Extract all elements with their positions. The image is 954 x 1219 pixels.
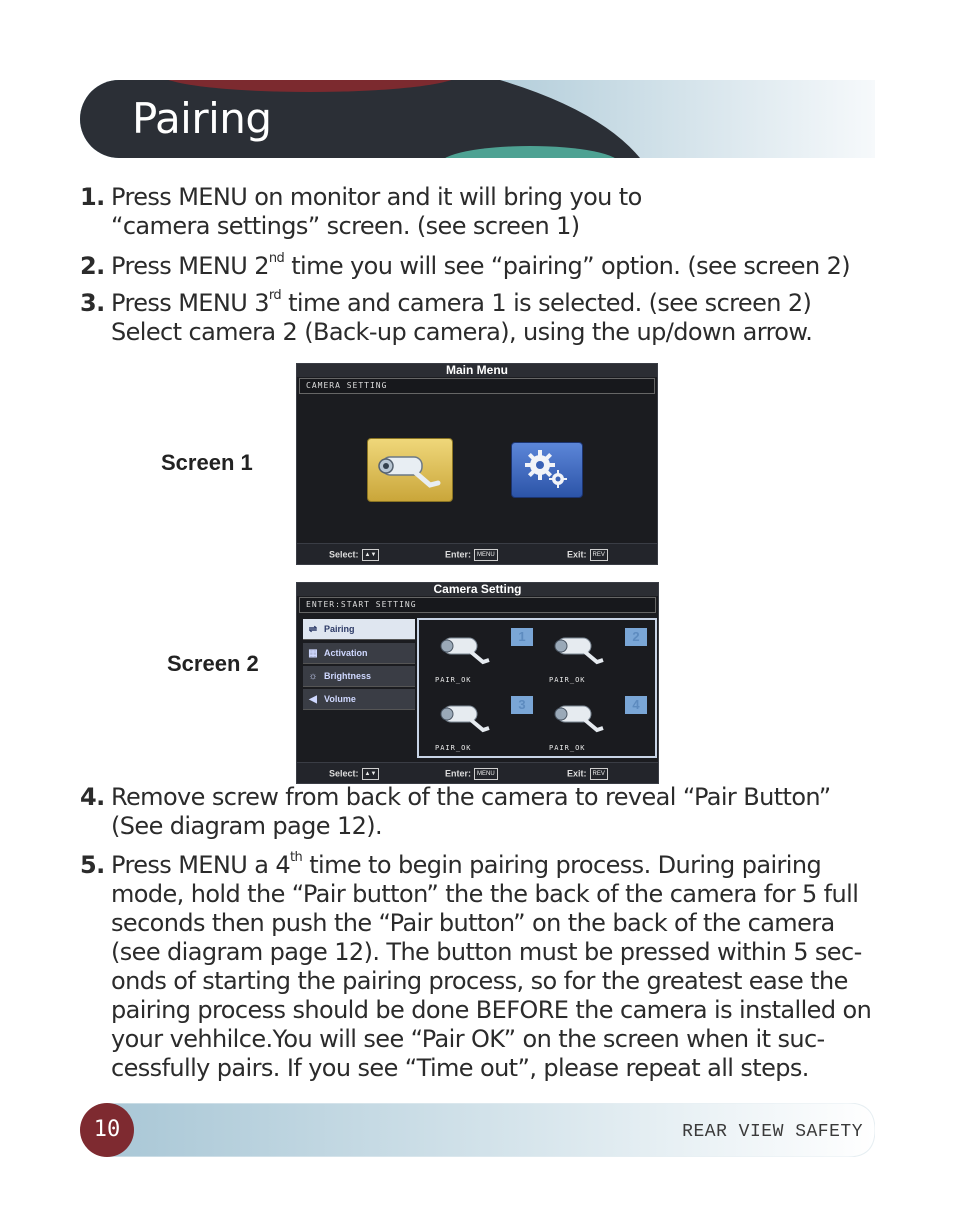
camera-slot-2 bbox=[547, 626, 647, 686]
page-number: 10 bbox=[80, 1103, 134, 1157]
menu-item-pairing: ⇌ Pairing bbox=[303, 619, 415, 640]
pair-status: PAIR_OK bbox=[435, 744, 472, 752]
brightness-icon: ☼ bbox=[308, 671, 318, 682]
step-text: pairing process should be done BEFORE the camera is installed on bbox=[111, 996, 872, 1024]
step-number: 4. bbox=[80, 783, 105, 811]
camera-number-badge: 3 bbox=[511, 696, 533, 714]
pairing-icon: ⇌ bbox=[308, 624, 318, 635]
step-text: your vehhilce.You will see “Pair OK” on the screen when it suc- bbox=[111, 1025, 825, 1053]
page-title: Pairing bbox=[132, 94, 272, 143]
menu-item-activation: ▦ Activation bbox=[303, 643, 415, 664]
menu-key: MENU bbox=[474, 549, 498, 561]
screen-subtitle: CAMERA SETTING bbox=[299, 378, 655, 394]
exit-hint: Exit: bbox=[567, 549, 587, 560]
camera-icon bbox=[367, 438, 453, 502]
step-number: 3. bbox=[80, 289, 105, 317]
step-number: 2. bbox=[80, 252, 105, 280]
camera-icon bbox=[547, 626, 617, 678]
screen-footer bbox=[297, 762, 658, 783]
camera-grid bbox=[417, 618, 657, 758]
step-text: seconds then push the “Pair button” on the back of the camera bbox=[111, 909, 835, 937]
gear-icon bbox=[511, 442, 583, 498]
step-number: 1. bbox=[80, 183, 105, 211]
camera-slot-4 bbox=[547, 694, 647, 754]
pair-status: PAIR_OK bbox=[549, 744, 586, 752]
enter-hint: Enter: bbox=[445, 549, 472, 560]
step-text: (see diagram page 12). The button must be pressed within 5 sec- bbox=[111, 938, 862, 966]
up-down-arrow-icon: ▲▼ bbox=[362, 768, 380, 780]
up-down-arrow-icon: ▲▼ bbox=[362, 549, 380, 561]
step-number: 5. bbox=[80, 851, 105, 879]
select-hint: Select: bbox=[329, 549, 359, 560]
ordinal-suffix: th bbox=[290, 850, 303, 865]
exit-hint: Exit: bbox=[567, 768, 587, 779]
camera-number-badge: 2 bbox=[625, 628, 647, 646]
menu-item-brightness: ☼ Brightness bbox=[303, 666, 415, 687]
screen-1-label: Screen 1 bbox=[161, 450, 253, 475]
pair-status: PAIR_OK bbox=[549, 676, 586, 684]
rev-key: REV bbox=[590, 768, 608, 780]
camera-icon bbox=[433, 694, 503, 746]
pair-status: PAIR_OK bbox=[435, 676, 472, 684]
camera-icon bbox=[547, 694, 617, 746]
screen-footer bbox=[297, 543, 657, 564]
step-text: Remove screw from back of the camera to reveal “Pair Button” bbox=[111, 783, 831, 811]
screen-2-label: Screen 2 bbox=[167, 651, 259, 676]
enter-hint: Enter: bbox=[445, 768, 472, 779]
step-text: Press MENU a 4 bbox=[111, 851, 291, 879]
screen-subtitle: ENTER:START SETTING bbox=[299, 597, 656, 613]
step-text: time to begin pairing process. During pairing bbox=[302, 851, 822, 879]
step-text: cessfully pairs. If you see “Time out”, please repeat all steps. bbox=[111, 1054, 809, 1082]
ordinal-suffix: nd bbox=[268, 251, 285, 266]
step-text: Press MENU 2 bbox=[111, 252, 269, 280]
camera-icon bbox=[433, 626, 503, 678]
step-text: Press MENU 3 bbox=[111, 289, 269, 317]
camera-number-badge: 4 bbox=[625, 696, 647, 714]
screen-title: Main Menu bbox=[297, 364, 657, 377]
step-text: mode, hold the “Pair button” the the back of the camera for 5 full bbox=[111, 880, 859, 908]
screen-title: Camera Setting bbox=[297, 583, 658, 596]
ordinal-suffix: rd bbox=[268, 288, 282, 303]
rev-key: REV bbox=[590, 549, 608, 561]
page-footer bbox=[80, 1103, 875, 1157]
step-text: time you will see “pairing” option. (see screen 2) bbox=[284, 252, 851, 280]
camera-slot-1 bbox=[433, 626, 533, 686]
step-text: time and camera 1 is selected. (see screen 2) bbox=[281, 289, 812, 317]
brand-name: REAR VIEW SAFETY bbox=[682, 1122, 863, 1142]
screen-1-image bbox=[296, 363, 658, 565]
step-text: Select camera 2 (Back-up camera), using the up/down arrow. bbox=[111, 318, 813, 346]
step-text: “camera settings” screen. (see screen 1) bbox=[111, 212, 580, 240]
camera-number-badge: 1 bbox=[511, 628, 533, 646]
grid-icon: ▦ bbox=[308, 648, 318, 659]
step-text: Press MENU on monitor and it will bring you to bbox=[111, 183, 642, 211]
screen-2-image bbox=[296, 582, 659, 784]
menu-key: MENU bbox=[474, 768, 498, 780]
select-hint: Select: bbox=[329, 768, 359, 779]
camera-slot-3 bbox=[433, 694, 533, 754]
speaker-icon: ◀ bbox=[309, 694, 317, 705]
step-text: (See diagram page 12). bbox=[111, 812, 383, 840]
page-header-banner bbox=[80, 80, 875, 158]
menu-item-volume: ◀ Volume bbox=[303, 689, 415, 710]
step-text: onds of starting the pairing process, so for the greatest ease the bbox=[111, 967, 848, 995]
